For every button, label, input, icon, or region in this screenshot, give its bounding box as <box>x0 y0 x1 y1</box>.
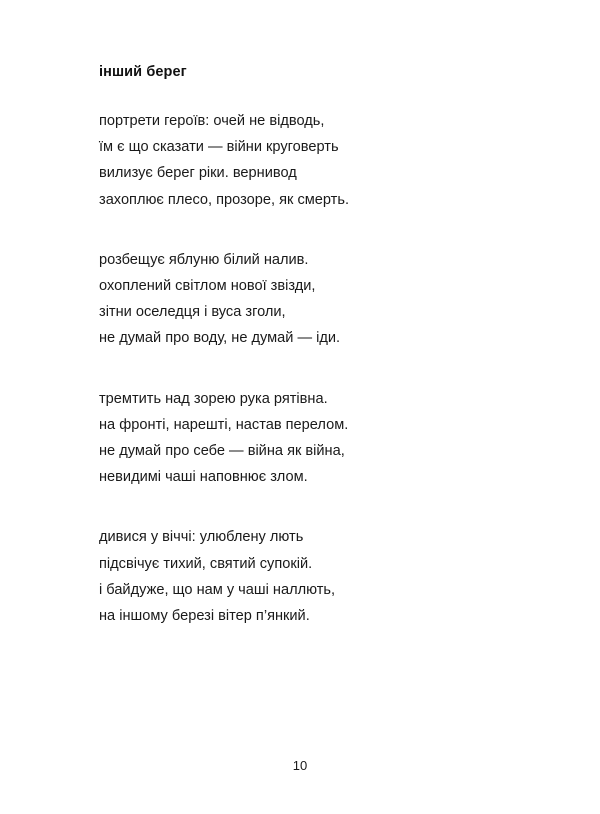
poem-line: не думай про воду, не думай — іди. <box>99 330 341 347</box>
poem-line: тремтить над зорею рука рятівна. <box>99 390 328 407</box>
poem-body <box>99 108 519 629</box>
poem-line: не думай про себе — війна як війна, <box>99 443 345 460</box>
poem-line: на іншому березі вітер п’янкий. <box>99 608 310 625</box>
poem-line: охоплений світлом нової звізди, <box>99 278 316 295</box>
stanza <box>99 247 519 352</box>
poem-line: зітни оселедця і вуса зголи, <box>99 304 286 321</box>
poem-line: дивися у віччі: улюблену лють <box>99 529 304 546</box>
page-number: 10 <box>292 758 308 773</box>
poem-line: підсвічує тихий, святий супокій. <box>99 555 313 572</box>
poem-line: вилизує берег ріки. вернивод <box>99 165 297 182</box>
poem-line: невидимі чаші наповнює злом. <box>99 469 308 486</box>
stanza <box>99 524 519 629</box>
page-title: інший берег <box>99 64 187 80</box>
poem-line: і байдуже, що нам у чаші наллють, <box>99 581 336 598</box>
poem-line: розбещує яблуню білий налив. <box>99 251 309 268</box>
stanza <box>99 386 519 491</box>
poem-line: захоплює плесо, прозоре, як смерть. <box>99 191 350 208</box>
poem-line: на фронті, нарешті, настав перелом. <box>99 416 349 433</box>
stanza <box>99 108 519 213</box>
poem-line: портрети героїв: очей не відводь, <box>99 113 325 129</box>
poem-line: їм є що сказати — війни круговерть <box>99 139 339 156</box>
